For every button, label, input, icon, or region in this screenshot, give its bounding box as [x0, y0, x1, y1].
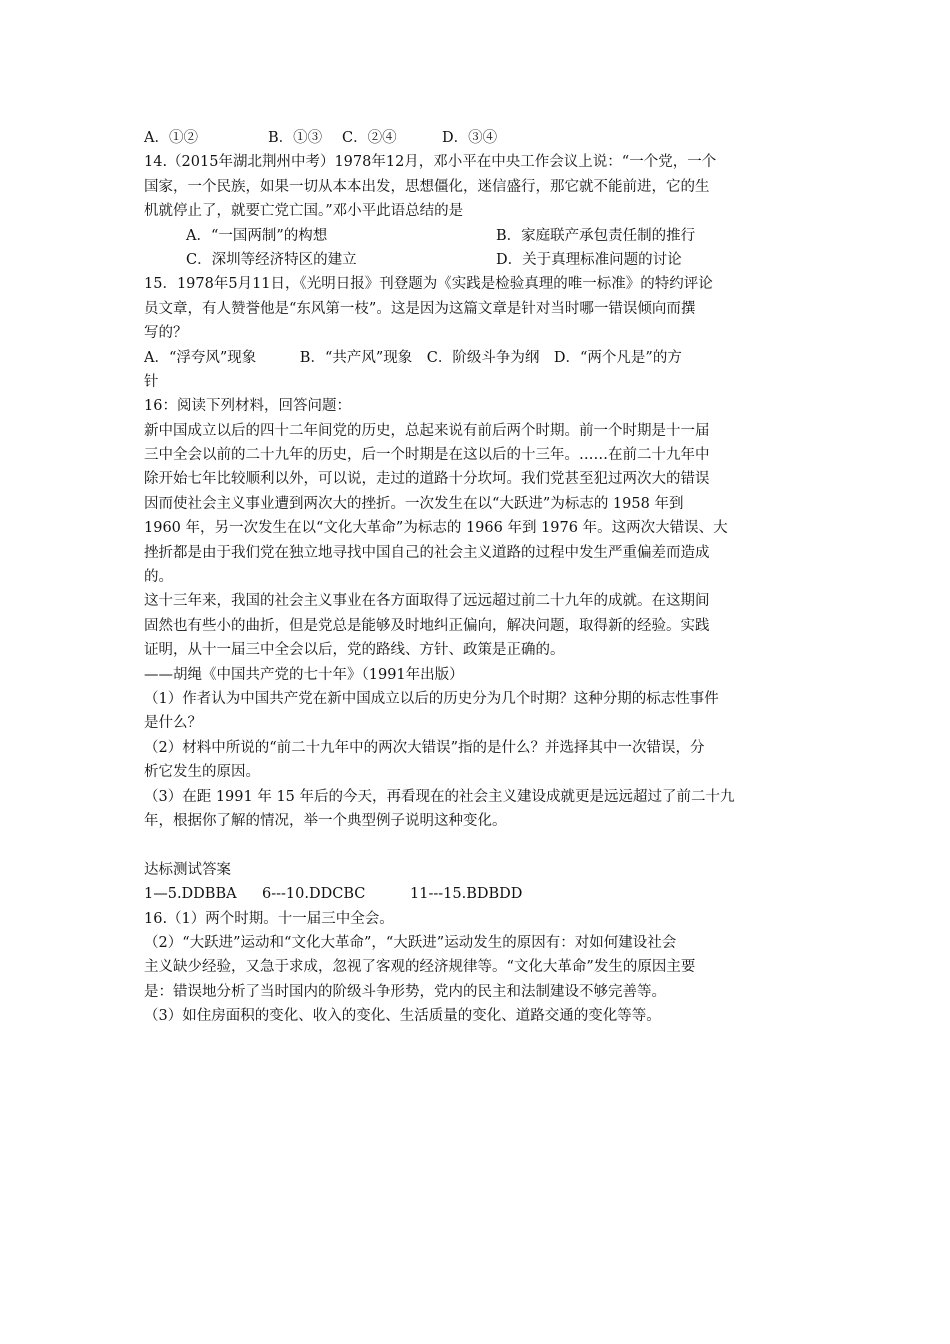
- spacer: [144, 833, 810, 857]
- q15-options: A．“浮夸风”现象 B．“共产风”现象 C．阶级斗争为纲 D．“两个凡是”的方: [144, 349, 682, 366]
- q14-options-row: [144, 248, 810, 272]
- answer-line: 主义缺少经验，又急于求成，忽视了客观的经济规律等。“文化大革命”发生的原因主要: [144, 959, 696, 976]
- q13-option-d: D．③④: [442, 130, 498, 146]
- sub-question-3: 年，根据你了解的情况，举一个典型例子说明这种变化。: [144, 812, 507, 829]
- q14-stem-line: 14.（2015年湖北荆州中考）1978年12月，邓小平在中央工作会议上说：“一个党，一个: [144, 154, 717, 171]
- q13-options: [144, 126, 810, 150]
- q15-options-continued: 针: [144, 373, 159, 390]
- q16-title: 16：阅读下列材料，回答问题：: [144, 398, 351, 415]
- material-line: 固然也有些小的曲折，但是党总是能够及时地纠正偏向，解决问题，取得新的经验。实践: [144, 617, 710, 634]
- q15-stem-line: 15．1978年5月11日，《光明日报》刊登题为《实践是检验真理的唯一标准》的特约评论: [144, 276, 713, 293]
- q15-stem-line: 员文章，有人赞誉他是“东风第一枝”。这是因为这篇文章是针对当时哪一错误倾向而撰: [144, 300, 696, 317]
- answer-line: （3）如住房面积的变化、收入的变化、生活质量的变化、道路交通的变化等等。: [144, 1008, 661, 1025]
- material-line: 的。: [144, 569, 173, 586]
- material-line: 1960 年，另一次发生在以“文化大革命”为标志的 1966 年到 1976 年。这两次大错误、大: [144, 520, 728, 537]
- q14-option-b: B．家庭联产承包责任制的推行: [496, 227, 696, 244]
- sub-question-1: （1）作者认为中国共产党在新中国成立以后的历史分为几个时期？这种分期的标志性事件: [144, 690, 719, 707]
- material-line: 证明，从十一届三中全会以后，党的路线、方针、政策是正确的。: [144, 642, 565, 659]
- q13-option-b: B．①③: [268, 130, 323, 146]
- material-line: 除开始七年比较顺利以外，可以说，走过的道路十分坎坷。我们党甚至犯过两次大的错误: [144, 471, 710, 488]
- answers-6-10: 6---10.DDCBC: [262, 886, 366, 903]
- answers-11-15: 11---15.BDBDD: [410, 886, 523, 903]
- answer-section: [144, 858, 810, 1029]
- sub-question-2: 析它发生的原因。: [144, 764, 260, 781]
- answer-line: 16.（1）两个时期。十一届三中全会。: [144, 910, 394, 927]
- answer-line: （2）“大跃进”运动和“文化大革命”，“大跃进”运动发生的原因有：对如何建设社会: [144, 934, 677, 951]
- document-page: [144, 126, 810, 1028]
- q14-options-row: [144, 224, 810, 248]
- material-line: 因而使社会主义事业遭到两次大的挫折。一次发生在以“大跃进”为标志的 1958 年到: [144, 495, 684, 512]
- material-line: 挫折都是由于我们党在独立地寻找中国自己的社会主义道路的过程中发生严重偏差而造成: [144, 544, 710, 561]
- sub-question-3: （3）在距 1991 年 15 年后的今天，再看现在的社会主义建设成就更是远远超过了前二十九: [144, 788, 735, 805]
- q14-stem-line: 机就停止了，就要亡党亡国。”邓小平此语总结的是: [144, 203, 464, 220]
- answer-line: 是：错误地分析了当时国内的阶级斗争形势，党内的民主和法制建设不够完善等。: [144, 983, 666, 1000]
- sub-question-2: （2）材料中所说的“前二十九年中的两次大错误”指的是什么？并选择其中一次错误，分: [144, 739, 705, 756]
- question-16: [144, 394, 810, 833]
- q13-option-c: C．②④: [342, 130, 397, 146]
- question-14: [144, 150, 810, 272]
- answers-1-5: 1—5.DDBBA: [144, 886, 237, 903]
- answer-heading: 达标测试答案: [144, 861, 231, 878]
- material-line: 新中国成立以后的四十二年间党的历史，总起来说有前后两个时期。前一个时期是十一届: [144, 422, 710, 439]
- choice-answers: [144, 882, 810, 906]
- material-line: 三中全会以前的二十九年的历史，后一个时期是在这以后的十三年。……在前二十九年中: [144, 447, 710, 464]
- material-source: ——胡绳《中国共产党的七十年》（1991年出版）: [144, 666, 464, 683]
- q15-stem-line: 写的？: [144, 325, 188, 342]
- question-15: [144, 272, 810, 394]
- q13-option-a: A．①②: [144, 130, 198, 146]
- q14-option-c: C．深圳等经济特区的建立: [186, 251, 357, 268]
- material-line: 这十三年来，我国的社会主义事业在各方面取得了远远超过前二十九年的成就。在这期间: [144, 593, 710, 610]
- sub-question-1: 是什么？: [144, 715, 202, 732]
- q14-option-d: D．关于真理标准问题的讨论: [496, 251, 682, 268]
- q14-stem-line: 国家，一个民族，如果一切从本本出发，思想僵化，迷信盛行，那它就不能前进，它的生: [144, 178, 710, 195]
- q14-option-a: A．“一国两制”的构想: [186, 227, 328, 244]
